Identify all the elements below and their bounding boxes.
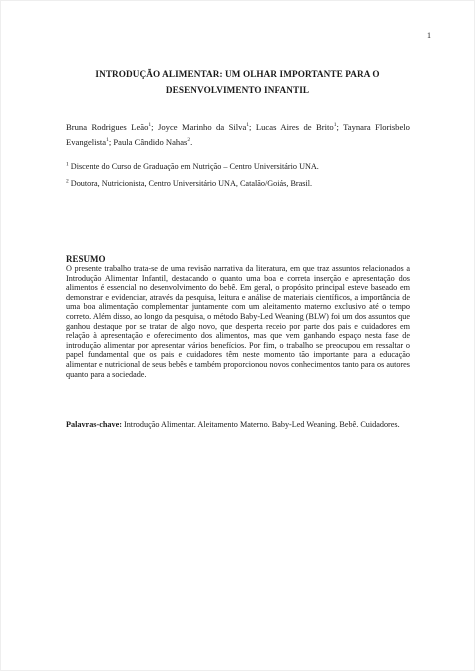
title-line-2: DESENVOLVIMENTO INFANTIL	[165, 85, 310, 95]
author-name: Bruna Rodrigues Leão	[66, 122, 149, 132]
affiliation-text: Doutora, Nutricionista, Centro Universitário UNA, Catalão/Goiás, Brasil.	[70, 179, 313, 188]
author-separator: ;	[249, 122, 256, 132]
author	[256, 122, 343, 132]
author-separator: ;	[151, 122, 158, 132]
author-name: Paula Cândido Nahas	[113, 137, 188, 147]
affiliation	[66, 179, 410, 189]
author-affiliation-mark: 1	[246, 122, 250, 129]
abstract-heading: RESUMO	[66, 254, 106, 264]
title-line-1: INTRODUÇÃO ALIMENTAR: UM OLHAR IMPORTANTE PARA O	[95, 69, 380, 79]
affiliation-text: Discente do Curso de Graduação em Nutrição – Centro Universitário UNA.	[70, 162, 319, 171]
keywords-section	[66, 420, 410, 430]
author	[158, 122, 256, 132]
author-affiliation-mark: 1	[333, 122, 337, 129]
author-name: Joyce Marinho da Silva	[158, 122, 247, 132]
keywords-text: Introdução Alimentar. Aleitamento Materno. Baby-Led Weaning. Bebê. Cuidadores.	[123, 420, 400, 429]
author	[113, 137, 192, 147]
author-affiliation-mark: 1	[148, 122, 152, 129]
author-affiliation-mark: 1	[106, 137, 109, 144]
keywords-label: Palavras-chave:	[66, 420, 122, 429]
author-separator: .	[190, 137, 193, 147]
author-affiliation-mark: 2	[187, 137, 191, 144]
affiliation	[66, 162, 410, 172]
page-number: 1	[427, 31, 431, 40]
author-separator: ;	[336, 122, 344, 132]
paper-title	[66, 66, 409, 98]
abstract-section	[66, 254, 410, 379]
affiliation-list	[66, 162, 410, 196]
affiliation-mark: 1	[66, 161, 69, 168]
abstract-body: O presente trabalho trata-se de uma revisão narrativa da literatura, em que traz assuntos relacionados a Introdução Alimentar Infantil, destacando o quanto uma boa e correta inserção e apresentação dos alimentos é essencial no desenvolvimento do bebê. Em geral, o propósito principal esteve baseado em demonstrar e evidenciar, através da pesquisa, leitura e análise de materiais científicos, a importância de uma boa alimentação complementar juntamente com um aleitamento materno exclusivo até o tempo correto. Além disso, ao longo da pesquisa, o método Baby-Led Weaning (BLW) foi um dos assuntos que ganhou destaque por se tratar de algo novo, que desperta receio por parte dos pais e cuidadores em relação à apresentação e oferecimento dos alimentos, mas que vem ganhando espaço nesta fase de introdução alimentar por apresentar vários benefícios. Por fim, o trabalho se preocupou em ressaltar o papel fundamental que os pais e cuidadores têm neste momento tão importante para a educação alimentar e nutricional de seus bebês e também proporcionou novos conhecimentos tanto para os autores quanto para a sociedade.	[66, 264, 410, 379]
affiliation-mark: 2	[66, 178, 69, 185]
author-list	[66, 120, 410, 150]
author-name: Lucas Aires de Brito	[255, 122, 334, 132]
author-separator: ;	[108, 137, 114, 147]
author	[66, 122, 158, 132]
author-name: Taynara Florisbelo Evangelista	[66, 122, 410, 147]
